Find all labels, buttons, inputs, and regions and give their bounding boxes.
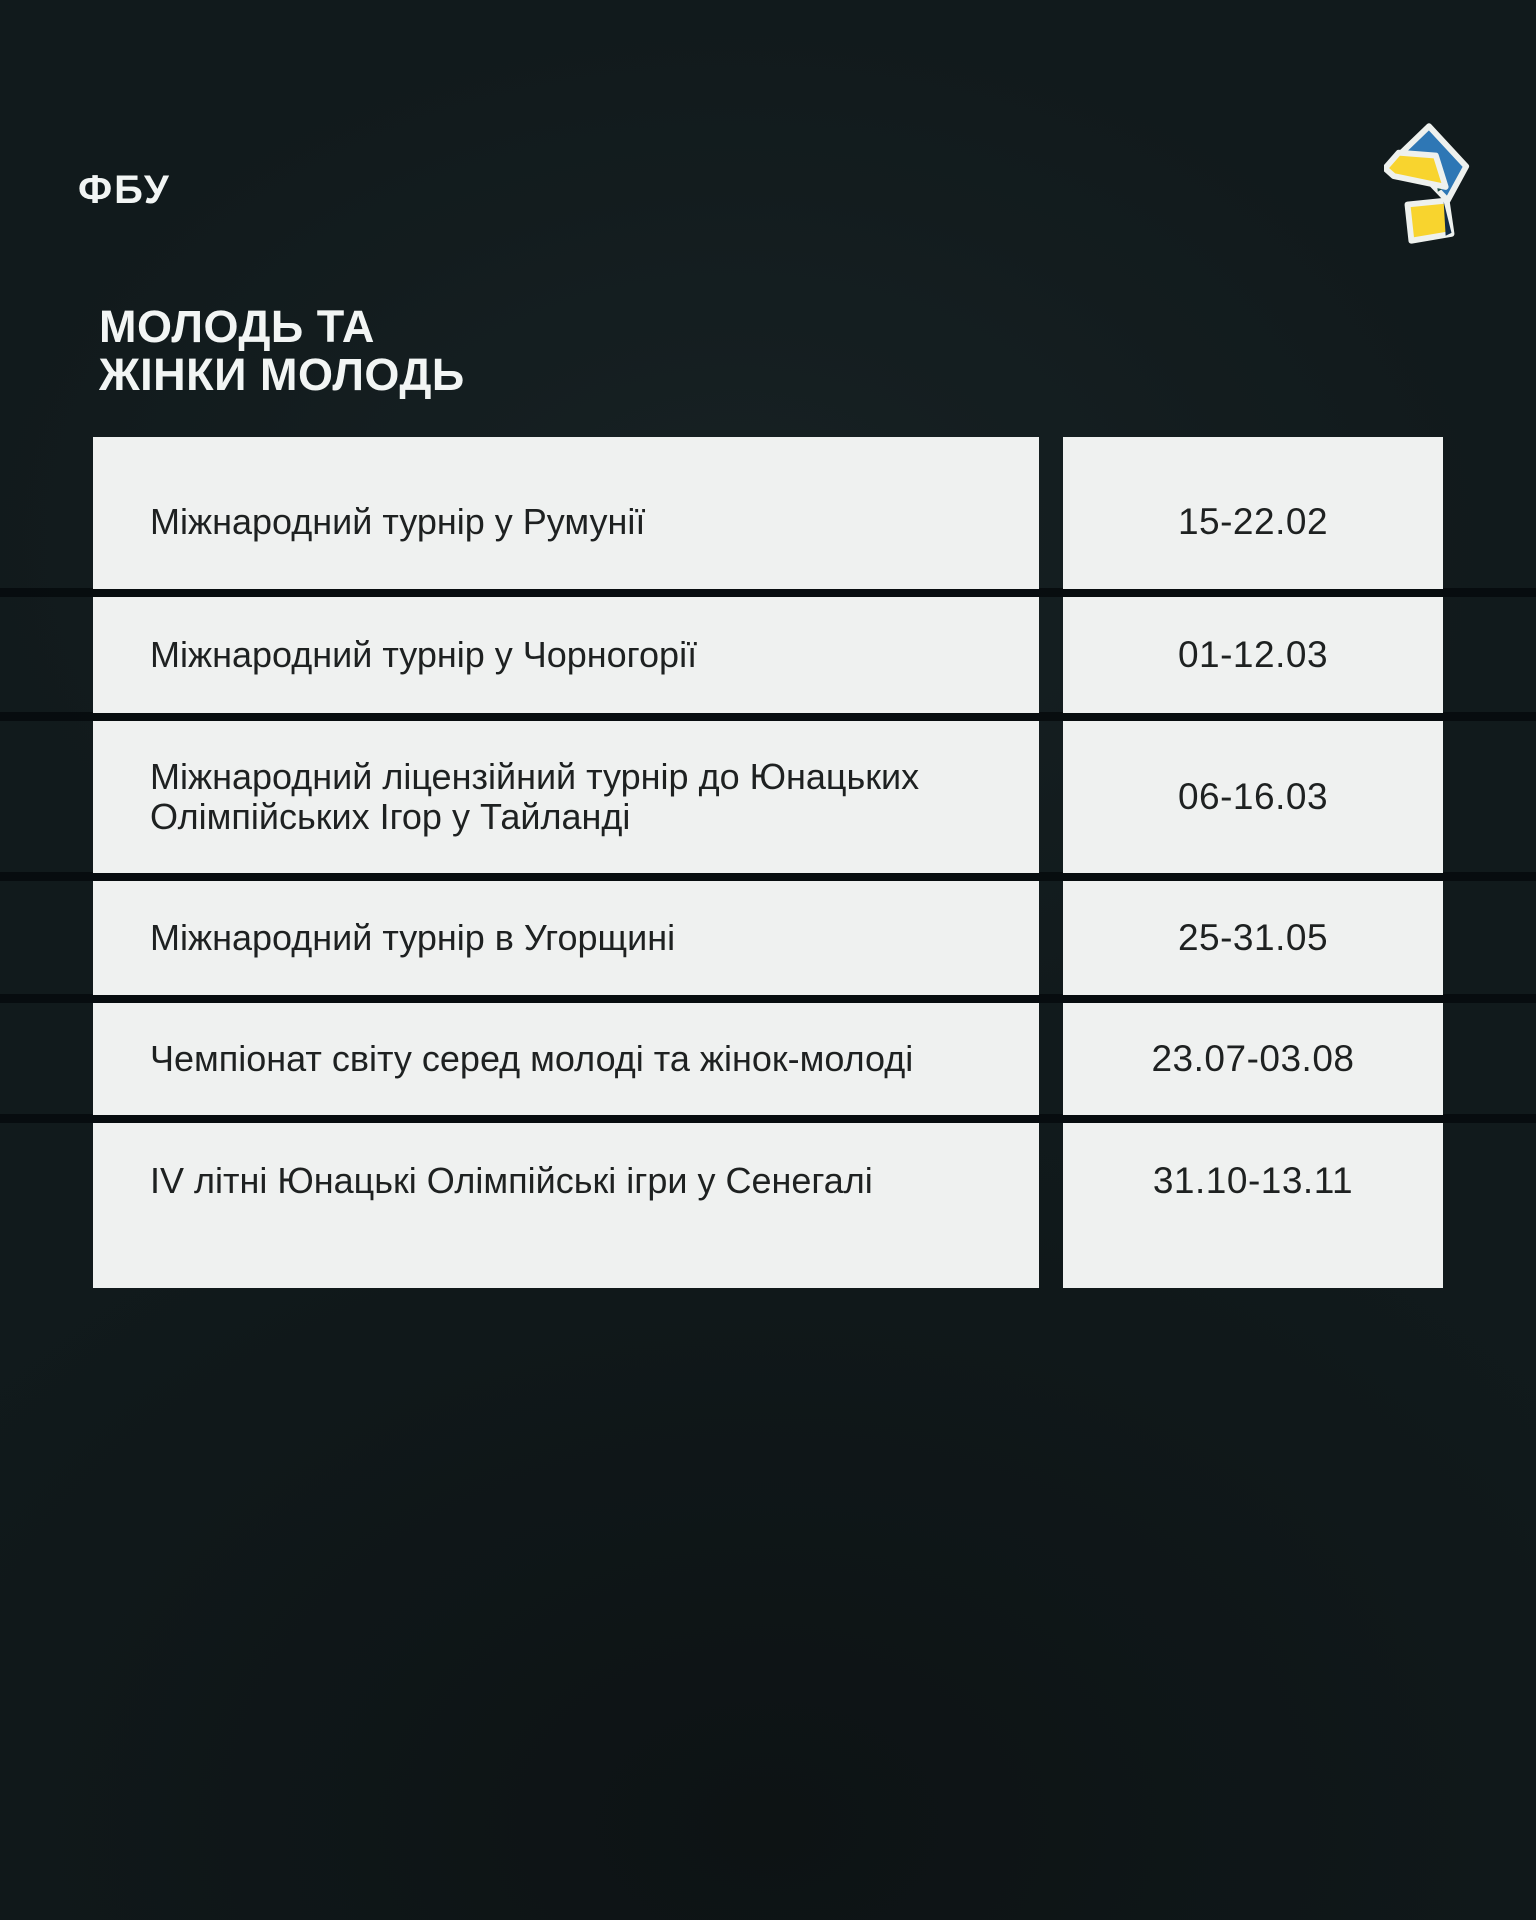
page-title-line2: ЖІНКИ МОЛОДЬ bbox=[99, 349, 465, 400]
event-cell bbox=[93, 437, 1039, 589]
event-label: Міжнародний турнір у Румунії bbox=[150, 501, 646, 542]
event-cell bbox=[93, 597, 1039, 713]
date-cell bbox=[1063, 597, 1443, 713]
table-row bbox=[93, 437, 1443, 589]
page-title bbox=[99, 303, 465, 399]
schedule-table bbox=[93, 437, 1443, 1288]
date-label: 01-12.03 bbox=[1177, 634, 1329, 675]
table-row bbox=[93, 597, 1443, 713]
table-row bbox=[93, 721, 1443, 873]
date-label: 31.10-13.11 bbox=[1152, 1159, 1354, 1201]
event-label: IV літні Юнацькі Олімпійські ігри у Сенегалі bbox=[150, 1159, 873, 1201]
date-cell bbox=[1063, 437, 1443, 589]
table-row bbox=[93, 1123, 1443, 1288]
date-cell bbox=[1063, 1003, 1443, 1115]
date-label: 23.07-03.08 bbox=[1151, 1038, 1355, 1079]
date-cell bbox=[1063, 1123, 1443, 1288]
event-label: Міжнародний ліцензійний турнір до Юнацьких Олімпійських Ігор у Тайланді bbox=[150, 756, 920, 837]
brand-label: ФБУ bbox=[78, 168, 171, 212]
table-row bbox=[93, 881, 1443, 995]
date-cell bbox=[1063, 721, 1443, 873]
date-label: 06-16.03 bbox=[1177, 776, 1329, 817]
event-label: Міжнародний турнір у Чорногорії bbox=[150, 634, 698, 675]
date-cell bbox=[1063, 881, 1443, 995]
event-cell bbox=[93, 1123, 1039, 1288]
event-label: Міжнародний турнір в Угорщині bbox=[150, 917, 676, 958]
date-label: 25-31.05 bbox=[1177, 917, 1329, 958]
event-cell bbox=[93, 1003, 1039, 1115]
page-title-line1: МОЛОДЬ ТА bbox=[99, 301, 375, 352]
event-cell bbox=[93, 881, 1039, 995]
event-cell bbox=[93, 721, 1039, 873]
fbu-logo-icon bbox=[1384, 110, 1474, 254]
table-row bbox=[93, 1003, 1443, 1115]
event-label: Чемпіонат світу серед молоді та жінок-молоді bbox=[150, 1038, 914, 1079]
date-label: 15-22.02 bbox=[1177, 501, 1329, 542]
